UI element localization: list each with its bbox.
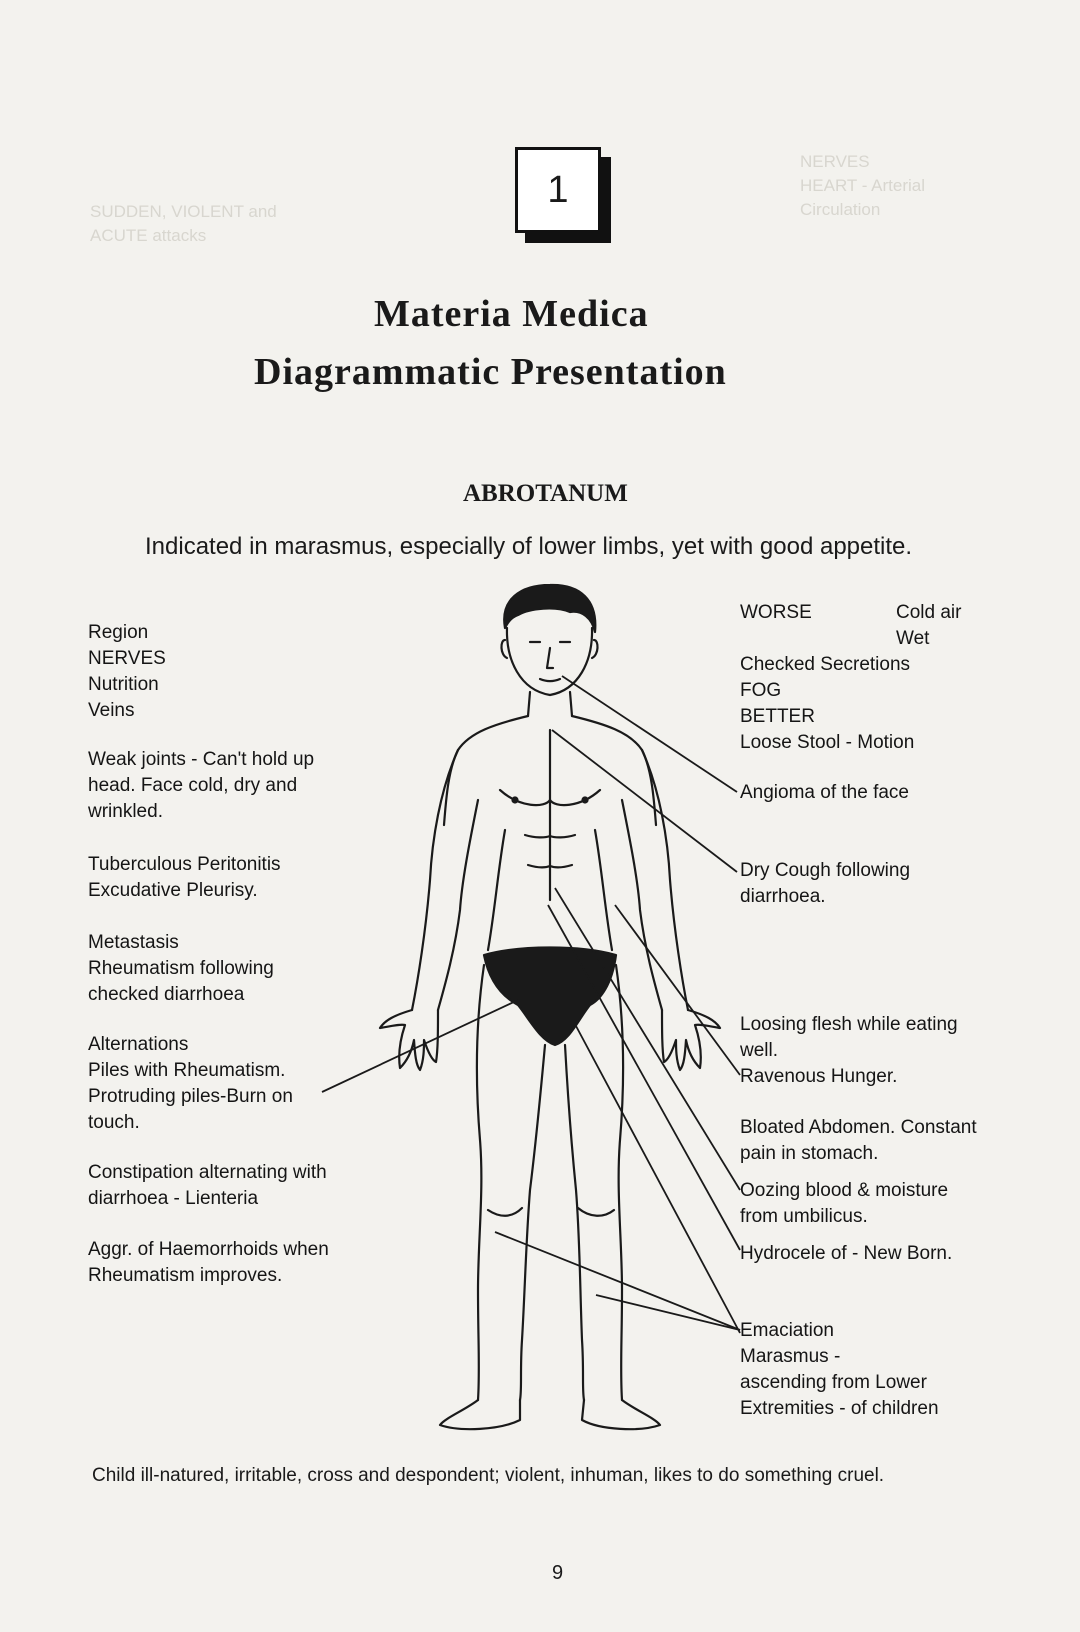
- remedy-name: ABROTANUM: [463, 480, 628, 507]
- label-loosing-flesh: Loosing flesh while eating well. Ravenous Hunger.: [740, 1014, 958, 1087]
- label-hydrocele: Hydrocele of - New Born.: [740, 1243, 953, 1264]
- bottom-note: Child ill-natured, irritable, cross and despondent; violent, inhuman, likes to do something cruel.: [92, 1465, 885, 1486]
- left-foot: [440, 1400, 520, 1429]
- better-label: BETTER: [740, 706, 815, 727]
- hair: [504, 585, 595, 632]
- worse-label: WORSE: [740, 602, 812, 623]
- right-hand: [662, 1010, 720, 1070]
- label-bloated: Bloated Abdomen. Constant pain in stomach.: [740, 1117, 977, 1164]
- pointer-loosing-flesh: [615, 905, 740, 1075]
- left-leg: [477, 965, 484, 1400]
- left-arm: [412, 750, 458, 1010]
- label-dry-cough: Dry Cough following diarrhoea.: [740, 860, 911, 907]
- right-foot: [582, 1400, 660, 1429]
- show-through-text-2: SUDDEN, VIOLENT and ACUTE attacks: [90, 202, 277, 245]
- torso-right: [572, 716, 656, 825]
- page-title-line2: Diagrammatic Presentation: [254, 351, 727, 393]
- pointer-piles: [322, 1000, 518, 1092]
- head: [507, 628, 592, 695]
- label-constipation: Constipation alternating with diarrhoea - Lienteria: [88, 1162, 327, 1209]
- page-number: 9: [552, 1562, 564, 1584]
- briefs: [484, 948, 616, 1046]
- pointer-emaciation-a: [495, 1232, 740, 1330]
- right-arm: [642, 750, 688, 1010]
- label-alternations: Alternations Piles with Rheumatism. Protruding piles-Burn on touch.: [88, 1034, 293, 1133]
- pointer-dry-cough: [552, 730, 737, 872]
- label-weak-joints: Weak joints - Can't hold up head. Face cold, dry and wrinkled.: [88, 749, 315, 822]
- label-peritonitis: Tuberculous Peritonitis Excudative Pleurisy.: [88, 854, 281, 901]
- chapter-number: 1: [547, 168, 569, 211]
- label-metastasis: Metastasis Rheumatism following checked diarrhoea: [88, 932, 274, 1005]
- label-haemorrhoids: Aggr. of Haemorrhoids when Rheumatism improves.: [88, 1239, 329, 1286]
- better-items: Loose Stool - Motion: [740, 732, 915, 753]
- pointer-hydrocele: [576, 1026, 740, 1333]
- label-angioma: Angioma of the face: [740, 782, 909, 803]
- label-oozing: Oozing blood & moisture from umbilicus.: [740, 1180, 949, 1227]
- label-emaciation: Emaciation Marasmus - ascending from Lower Extremities - of children: [740, 1320, 939, 1419]
- page-title-line1: Materia Medica: [374, 293, 649, 335]
- worse-items: Cold air Wet: [896, 602, 962, 649]
- torso-left: [444, 716, 528, 825]
- label-region: Region NERVES Nutrition Veins: [88, 622, 166, 721]
- show-through-text: NERVES HEART - Arterial Circulation: [800, 152, 926, 219]
- indication-text: Indicated in marasmus, especially of lower limbs, yet with good appetite.: [145, 533, 913, 560]
- worse-extra: Checked Secretions FOG: [740, 654, 911, 701]
